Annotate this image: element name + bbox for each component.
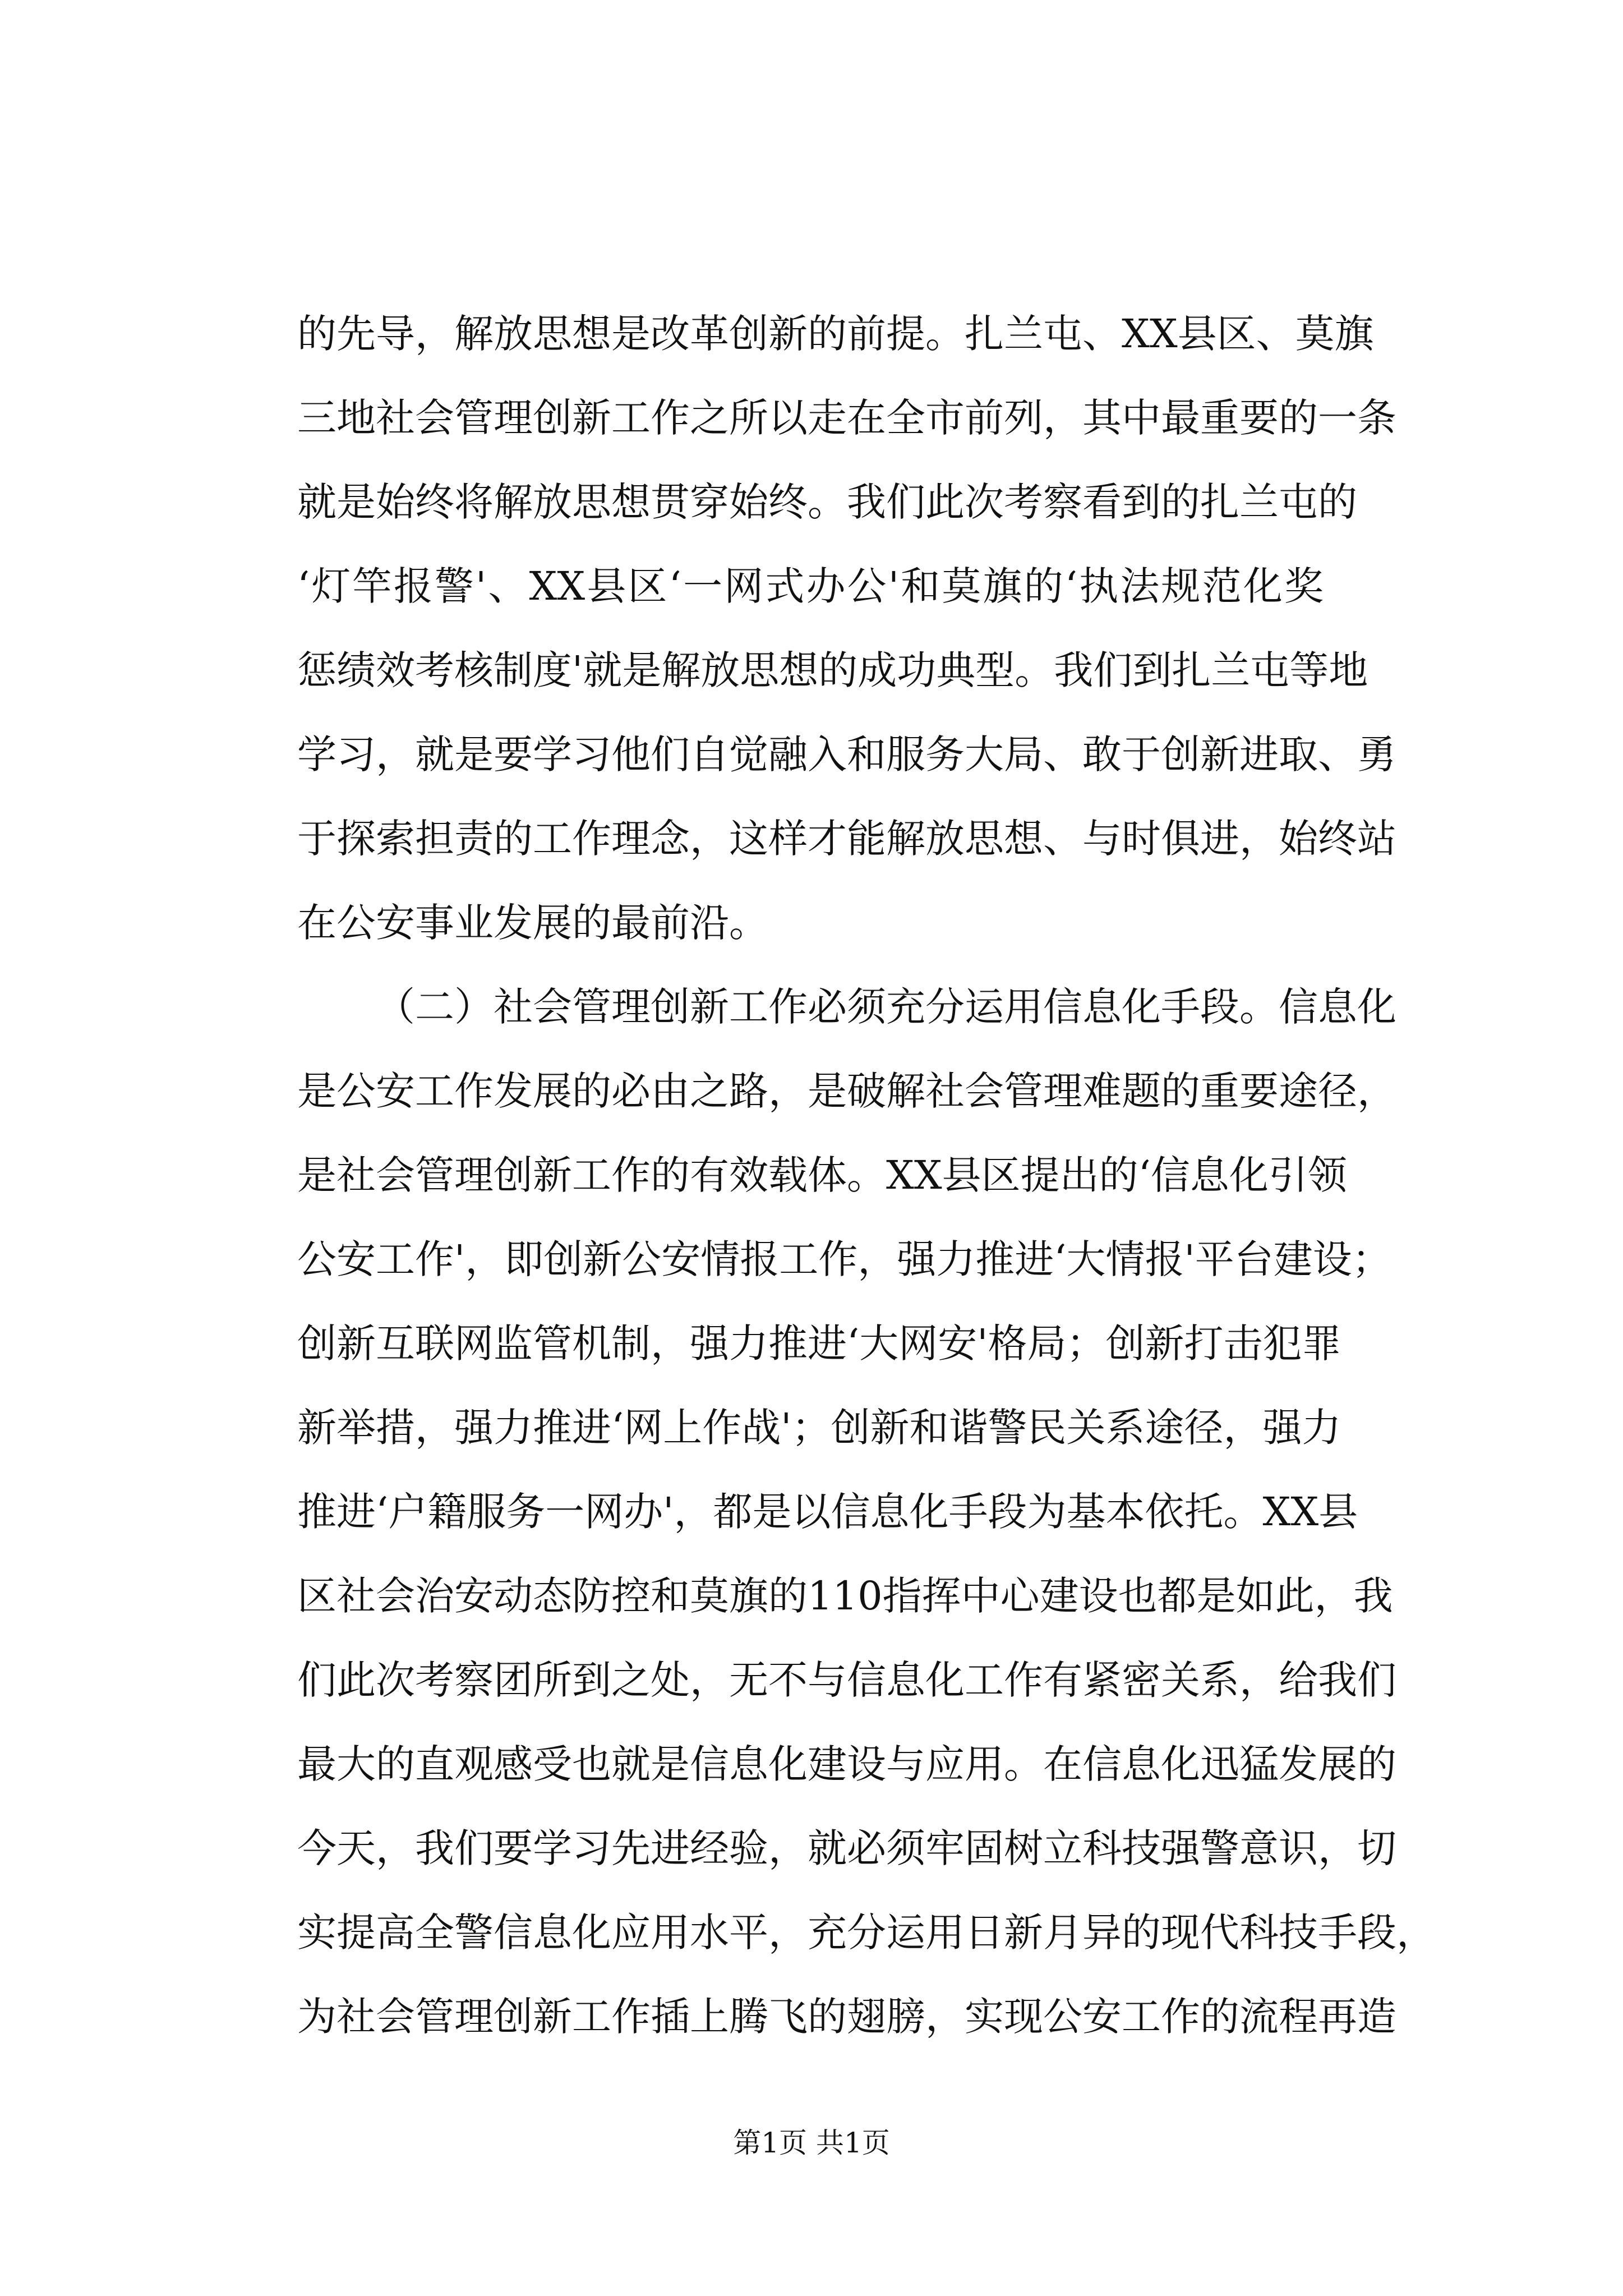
- text-line: 就是始终将解放思想贯穿始终。我们此次考察看到的扎兰屯的: [297, 479, 1357, 525]
- page-number-label: 第1页 共1页: [733, 2127, 890, 2159]
- text-line: 实提高全警信息化应用水平，充分运用日新月异的现代科技手段，: [297, 1910, 1436, 1955]
- text-line: 惩绩效考核制度'就是解放思想的成功典型。我们到扎兰屯等地: [297, 647, 1368, 693]
- text-line: （二）社会管理创新工作必须充分运用信息化手段。信息化: [376, 984, 1396, 1030]
- text-line: 是公安工作发展的必由之路，是破解社会管理难题的重要途径，: [297, 1068, 1396, 1114]
- paragraph-1: [297, 292, 1396, 965]
- text-line: 学习，就是要学习他们自觉融入和服务大局、敢于创新进取、勇: [297, 731, 1396, 777]
- text-line: 创新互联网监管机制，强力推进‘大网安'格局；创新打击犯罪: [297, 1320, 1341, 1366]
- page-footer: [0, 2126, 1623, 2160]
- text-line: 的先导，解放思想是改革创新的前提。扎兰屯、XX县区、莫旗: [297, 311, 1374, 357]
- text-line: 们此次考察团所到之处，无不与信息化工作有紧密关系，给我们: [297, 1657, 1396, 1703]
- text-line: 在公安事业发展的最前沿。: [297, 900, 768, 946]
- text-line: 公安工作'，即创新公安情报工作，强力推进‘大情报'平台建设；: [297, 1236, 1391, 1282]
- text-line: ‘灯竿报警'、XX县区‘一网式办公'和莫旗的‘执法规范化奖: [297, 563, 1324, 609]
- document-body: [297, 292, 1436, 2059]
- text-line: 区社会治安动态防控和莫旗的110指挥中心建设也都是如此，我: [297, 1573, 1393, 1619]
- text-line: 是社会管理创新工作的有效载体。XX县区提出的‘信息化引领: [297, 1152, 1347, 1198]
- text-line: 为社会管理创新工作插上腾飞的翅膀，实现公安工作的流程再造: [297, 1994, 1396, 2040]
- text-line: 于探索担责的工作理念，这样才能解放思想、与时俱进，始终站: [297, 816, 1396, 862]
- text-line: 三地社会管理创新工作之所以走在全市前列，其中最重要的一条: [297, 395, 1396, 441]
- text-line: 今天，我们要学习先进经验，就必须牢固树立科技强警意识，切: [297, 1825, 1396, 1871]
- paragraph-2: [297, 965, 1436, 2059]
- text-line: 推进‘户籍服务一网办'，都是以信息化手段为基本依托。XX县: [297, 1489, 1358, 1535]
- text-line: 新举措，强力推进‘网上作战'；创新和谐警民关系途径，强力: [297, 1405, 1341, 1451]
- text-line: 最大的直观感受也就是信息化建设与应用。在信息化迅猛发展的: [297, 1741, 1396, 1787]
